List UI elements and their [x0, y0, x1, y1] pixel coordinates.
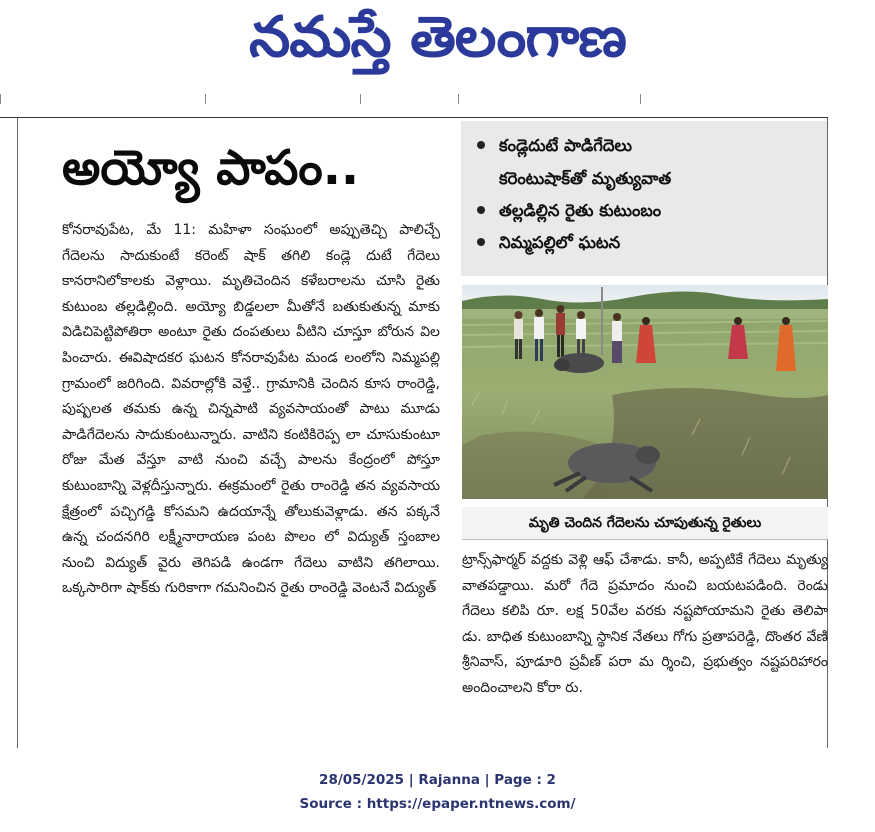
bullet-icon: [477, 238, 485, 246]
bullet-icon: [477, 206, 485, 214]
highlight-text: కండ్లెదుటే పాడిగేదెలు: [499, 136, 632, 155]
highlights-box: [461, 121, 827, 276]
news-photo: [462, 285, 828, 499]
masthead: [0, 0, 875, 80]
highlight-item: [473, 134, 817, 190]
highlight-text: తల్లడిల్లిన రైతు కుటుంబం: [499, 201, 662, 220]
strip-tick: [0, 94, 1, 104]
strip-tick: [205, 94, 206, 104]
top-rule: [0, 117, 828, 118]
edition-line: 28/05/2025 | Rajanna | Page : 2: [319, 772, 556, 788]
left-rule: [17, 118, 18, 748]
article-paragraph: కోనరావుపేట, మే 11: మహిళా సంఘంలో అప్పుతెచ్చి పాలిచ్చే గేదెలను సాదుకుంటే కరెంట్ షాక్ తగిలి కండ్లె దుటే గేదెలు కానరానిలోకాలకు వెళ్లాయి. మృతిచెందిన కళేబరాలను చూసి రైతు కుటుంబ తల్లడిల్లింది. అయ్యో బిడ్డలలా మీతోనే బతుకుతున్న మాకు విడిచిపెట్టిపోతిరా అంటూ రైతు దంపతులు వీటిని చూస్తూ బోరున విల పించారు. ఈవిషాదకర ఘటన కోనరావుపేట మండ లంలోని నిమ్మపల్లి గ్రామంలో జరిగింది. వివరాల్లోకి వెళ్తే.. గ్రామానికి చెందిన కూస రాంరెడ్డి, పుష్పలత తమకు ఉన్న చిన్నపాటి వ్యవసాయంతో పాటు మూడు పాడిగేదెలను సాదుకుంటున్నారు. వాటిని కంటికిరెప్ప లా చూసుకుంటూ రోజు మేత వేస్తూ వాటి నుంచి వచ్చే పాలను కేంద్రంలో పోస్తూ కుటుంబాన్ని వెళ్లదీస్తున్నారు. ఈక్రమంలో రైతు రాంరెడ్డి తన వ్యవసాయ క్షేత్రంలో పచ్చిగడ్డి కోసమని ఉదయాన్నే తోలుకువెళ్లాడు. తన పక్కనే ఉన్న చందనగిరి లక్ష్మీనారాయణ పంట పొలం లో విద్యుత్ స్తంబాల నుంచి విద్యుత్ వైరు తెగిపడి ఉండగా గేదెలు వాటిని తగిలాయి. ఒక్కసారిగా షాక్‌కు గురికాగా గమనించిన రైతు రాంరెడ్డి వెంటనే విద్యుత్: [62, 222, 440, 597]
source-line: Source : https://epaper.ntnews.com/: [299, 796, 576, 812]
page-header-strip: [0, 92, 875, 106]
highlight-item: [473, 231, 817, 254]
photo-caption: మృతి చెందిన గేదెలను చూపుతున్న రైతులు: [462, 507, 828, 540]
highlight-text: నిమ్మపల్లిలో ఘటన: [499, 233, 621, 252]
bullet-icon: [477, 141, 485, 149]
strip-tick: [360, 94, 361, 104]
article-headline: అయ్యో పాపం..: [62, 140, 360, 196]
newspaper-logo: నమస్తే తెలంగాణ: [249, 5, 626, 70]
highlight-item: [473, 199, 817, 222]
field-photo-illustration: [462, 285, 828, 499]
strip-tick: [458, 94, 459, 104]
article-paragraph: ట్రాన్స్‌ఫార్మర్ వద్దకు వెళ్లి ఆఫ్ చేశాడు. కానీ, అప్పటికే గేదెలు మృత్యు వాతపడ్డాయి. మరో గేదె ప్రమాదం నుంచి బయటపడింది. రెండు గేదెలు కలిపి రూ. లక్ష 50వేల వరకు నష్టపోయామని రైతు తెలిపా డు. బాధిత కుటుంబాన్ని స్థానిక నేతలు గోగు ప్రతాపరెడ్డి, దొంతర వేణి శ్రీనివాస్, పూడూరి ప్రవీణ్ పరా మ ర్శించి, ప్రభుత్వం నష్టపరిహారం అందించాలని కోరా రు.: [462, 552, 828, 696]
strip-tick: [640, 94, 641, 104]
highlight-text: కరెంటుషాక్‌తో మృత్యువాత: [499, 169, 672, 188]
article-body-left-column: [62, 218, 440, 602]
article-body-right-column: [462, 548, 828, 702]
page-footer: [0, 768, 875, 816]
